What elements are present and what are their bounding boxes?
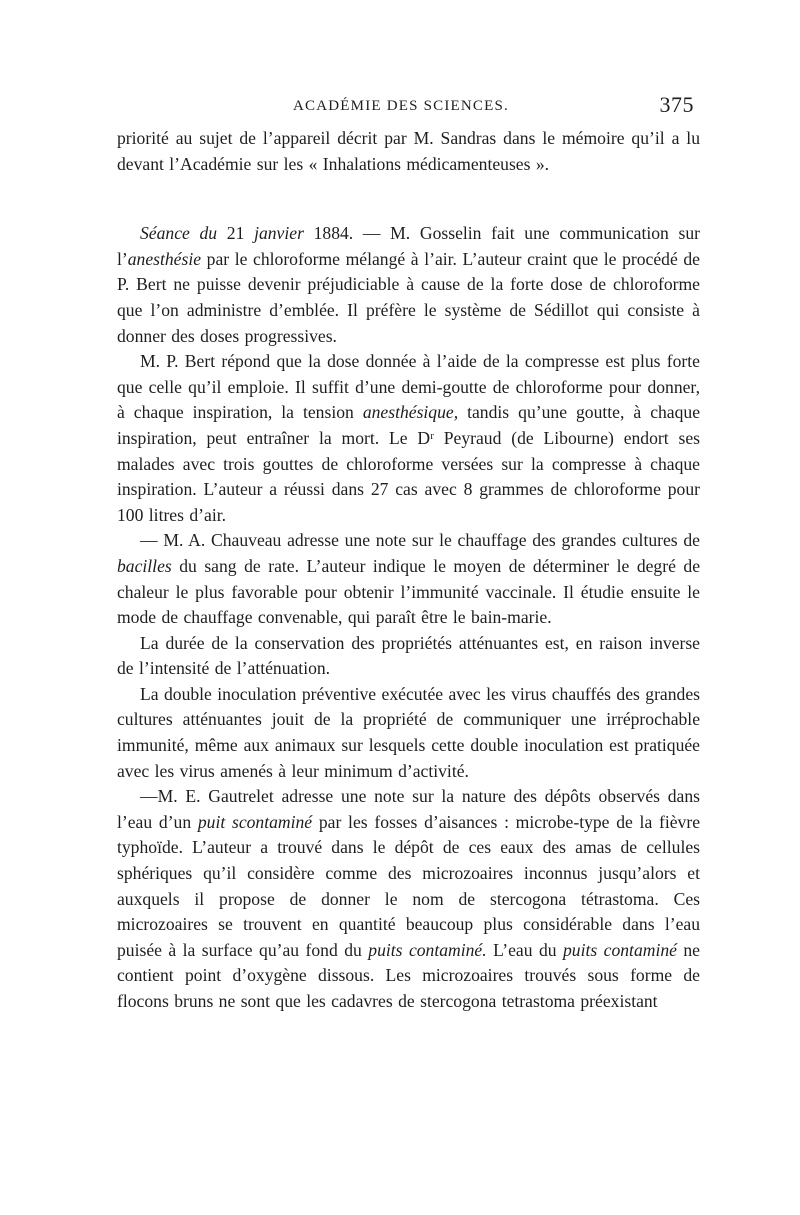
- running-head: ACADÉMIE DES SCIENCES.: [293, 98, 509, 114]
- paragraph-gautrelet: [117, 784, 700, 1014]
- text-run: L’eau du: [486, 939, 563, 960]
- page-number: 375: [659, 92, 694, 117]
- paragraph-continuation: [117, 126, 700, 177]
- paragraph-chauveau: [117, 528, 700, 630]
- text-run: ne contient point d’oxygène dissous. Les microzoaires trouvés sous forme de flocons bruns ne sont que les cadavres de stercogona tetrastoma préexistant: [117, 939, 700, 1011]
- text-run: La double inoculation préventive exécutée avec les virus chauffés des grandes cultures atténuantes jouit de la propriété de communiquer une irréprochable immunité, même aux animaux sur lesquels cette double inoculation est pratiquée avec les virus amenés à leur minimum d’activité.: [117, 683, 700, 781]
- text-run: —M. E. Gautrelet adresse une note sur la nature des dépôts observés dans l’eau d’un: [117, 786, 700, 832]
- text-run: — M. A. Chauveau adresse une note sur le chauffage des grandes cultures de: [140, 530, 700, 551]
- text-run: tandis qu’une goutte, à chaque inspiration, peut entraîner la mort. Le Dʳ Peyraud (de Libourne) endort ses malades avec trois gouttes de chloroforme versées sur la compresse à chaque inspiration. L’auteur a réussi dans 27 cas avec 8 grammes de chloroforme pour 100 litres d’air.: [117, 402, 701, 525]
- text-run: [217, 223, 227, 243]
- text-run: du sang de rate. L’auteur indique le moyen de déterminer le degré de chaleur le plus favorable pour obtenir l’immunité vaccinale. Il étudie ensuite le mode de chauffage convenable, qui paraît être le bain-marie.: [117, 555, 700, 628]
- body-text: [117, 126, 700, 1015]
- paragraph-conservation: [117, 631, 700, 682]
- italic-text: anesthésie: [127, 248, 202, 269]
- text-run: 1884. — M. Gosselin fait une communication sur l’: [117, 223, 700, 269]
- italic-text: puit scontaminé: [197, 811, 313, 832]
- italic-text: janvier: [244, 223, 304, 244]
- italic-text: puits contaminé: [562, 939, 677, 960]
- text-run: M. P. Bert répond que la dose donnée à l’aide de la compresse est plus forte que celle qu’il emploie. Il suffit d’une demi-goutte de chloroforme pour donner, à chaque inspiration, la tension: [117, 351, 700, 423]
- text-run: par les fosses d’aisances : microbe-type de la fièvre typhoïde. L’auteur a trouvé dans le dépôt de ces eaux des amas de cellules sphériques qu’il considère comme des microzoaires inconnus jusqu’alors et auxquels il propose de donner le nom de stercogona tétrastoma. Ces microzoaires se trouvent en quantité beaucoup plus considérable dans l’eau puisée à la surface qu’au fond du: [117, 811, 700, 960]
- text-run: priorité au sujet de l’appareil décrit par M. Sandras dans le mémoire qu’il a lu devant l’Académie sur les « Inhalations médicamenteuses ».: [117, 128, 700, 174]
- page-header: [118, 92, 694, 122]
- text-run: La durée de la conservation des propriétés atténuantes est, en raison inverse de l’intensité de l’atténuation.: [117, 632, 700, 679]
- text-run: par le chloroforme mélangé à l’air. L’auteur craint que le procédé de P. Bert ne puisse devenir préjudiciable à cause de la forte dose de chloroforme que l’on administre d’emblée. Il préfère le système de Sédillot qui consiste à donner des doses progressives.: [117, 248, 700, 346]
- italic-text: anesthésique,: [362, 402, 459, 423]
- section-gap: [117, 177, 700, 221]
- italic-text: puits contaminé.: [368, 939, 487, 960]
- italic-text: Séance du: [140, 223, 218, 244]
- italic-text: bacilles: [117, 555, 172, 576]
- paragraph-seance-date: [117, 221, 700, 349]
- paragraph-double-inoculation: [117, 682, 700, 784]
- paragraph-bert-reply: [117, 349, 700, 528]
- text-run: 21: [226, 223, 245, 244]
